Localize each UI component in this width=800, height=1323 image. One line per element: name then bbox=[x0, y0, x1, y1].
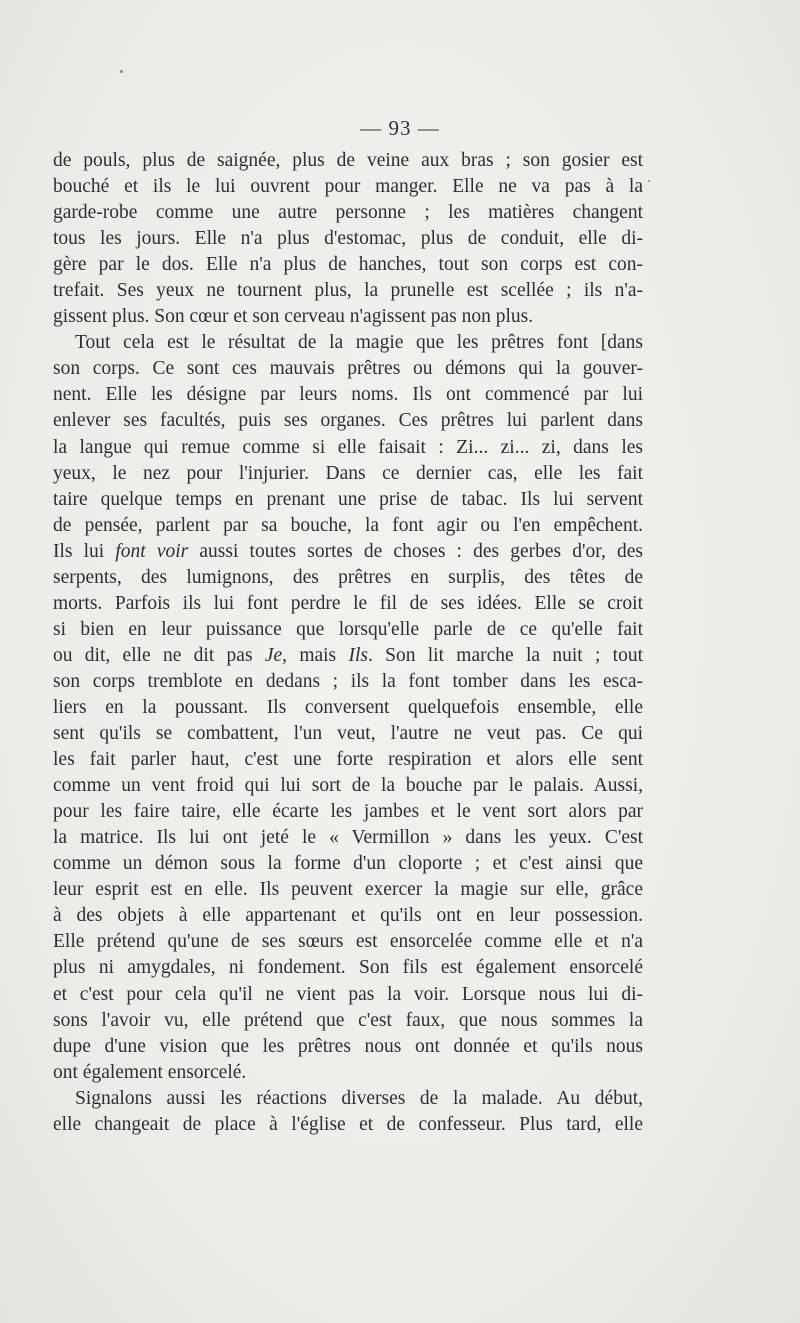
text-line: pour les faire taire, elle écarte les jambes et le vent sort alors par bbox=[53, 801, 643, 823]
text-line: les fait parler haut, c'est une forte respiration et alors elle sent bbox=[53, 749, 643, 771]
text-line: gère par le dos. Elle n'a plus de hanches, tout son corps est con- bbox=[53, 254, 643, 276]
text-line: garde-robe comme une autre personne ; les matières changent bbox=[53, 202, 643, 224]
italic-word-je: Je bbox=[264, 644, 283, 666]
text-line: et c'est pour cela qu'il ne vient pas la voir. Lorsque nous lui di- bbox=[53, 983, 643, 1005]
italic-word-ils: Ils bbox=[348, 644, 368, 666]
text-line: enlever ses facultés, puis ses organes. Ces prêtres lui parlent dans bbox=[53, 410, 643, 432]
text-line: morts. Parfois ils lui font perdre le fil de ses idées. Elle se croit bbox=[53, 592, 643, 614]
text-line: liers en la poussant. Ils conversent quelquefois ensemble, elle bbox=[53, 696, 643, 718]
text-line: leur esprit est en elle. Ils peuvent exercer la magie sur elle, grâce bbox=[53, 879, 643, 901]
text-line: de pouls, plus de saignée, plus de veine aux bras ; son gosier est bbox=[53, 150, 643, 171]
text-line: gissent plus. Son cœur et son cerveau n'agissent pas non plus. bbox=[53, 306, 534, 328]
text-line: de pensée, parlent par sa bouche, la font agir ou l'en empêchent. bbox=[53, 514, 643, 536]
text-line: elle changeait de place à l'église et de confesseur. Plus tard, elle bbox=[53, 1113, 643, 1135]
text-line: Elle prétend qu'une de ses sœurs est ensorcelée comme elle et n'a bbox=[53, 931, 643, 953]
text-line: la matrice. Ils lui ont jeté le « Vermillon » dans les yeux. C'est bbox=[53, 827, 643, 849]
text-fragment: , mais bbox=[282, 644, 349, 666]
text-line: si bien en leur puissance que lorsqu'elle parle de ce qu'elle fait bbox=[53, 618, 643, 640]
text-line: tous les jours. Elle n'a plus d'estomac, plus de conduit, elle di- bbox=[53, 228, 643, 250]
text-fragment: aussi toutes sortes de choses : des gerbes d'or, des bbox=[188, 540, 643, 562]
text-line: la langue qui remue comme si elle faisait : Zi... zi... zi, dans les bbox=[53, 436, 643, 458]
text-line: taire quelque temps en prenant une prise de tabac. Ils lui servent bbox=[53, 488, 643, 510]
text-line: à des objets à elle appartenant et qu'ils ont en leur possession. bbox=[53, 905, 643, 927]
text-fragment: ou dit, elle ne dit pas bbox=[53, 644, 265, 666]
text-line: serpents, des lumignons, des prêtres en surplis, des têtes de bbox=[53, 566, 643, 588]
text-line: sent qu'ils se combattent, l'un veut, l'autre ne veut pas. Ce qui bbox=[53, 723, 643, 745]
body-text bbox=[53, 148, 643, 1138]
text-line: son corps. Ce sont ces mauvais prêtres ou démons qui la gouver- bbox=[53, 358, 643, 380]
italic-phrase-font-voir: font voir bbox=[115, 540, 189, 562]
text-line: nent. Elle les désigne par leurs noms. Ils ont commencé par lui bbox=[53, 384, 643, 406]
text-fragment: Ils lui bbox=[53, 540, 116, 562]
text-line: Signalons aussi les réactions diverses de la malade. Au début, bbox=[75, 1087, 643, 1109]
text-line: son corps tremblote en dedans ; ils la font tomber dans les esca- bbox=[53, 670, 643, 692]
text-line: trefait. Ses yeux ne tournent plus, la prunelle est scellée ; ils n'a- bbox=[53, 280, 643, 302]
text-line bbox=[53, 643, 643, 669]
text-line: sons l'avoir vu, elle prétend que c'est faux, que nous sommes la bbox=[53, 1009, 643, 1031]
text-line: ont également ensorcelé. bbox=[53, 1061, 247, 1083]
text-line: plus ni amygdales, ni fondement. Son fils est également ensorcelé bbox=[53, 957, 643, 979]
text-line: bouché et ils le lui ouvrent pour manger. Elle ne va pas à la bbox=[53, 176, 643, 198]
text-line: Tout cela est le résultat de la magie que les prêtres font [dans bbox=[75, 332, 643, 354]
text-line: comme un démon sous la forme d'un cloporte ; et c'est ainsi que bbox=[53, 853, 643, 875]
text-line: dupe d'une vision que les prêtres nous ont donnée et qu'ils nous bbox=[53, 1035, 643, 1057]
text-fragment: . Son lit marche la nuit ; tout bbox=[367, 644, 643, 666]
text-line: comme un vent froid qui lui sort de la bouche par le palais. Aussi, bbox=[53, 775, 643, 797]
paper-speck bbox=[648, 180, 650, 182]
text-line: yeux, le nez pour l'injurier. Dans ce dernier cas, elle les fait bbox=[53, 462, 643, 484]
paper-speck bbox=[120, 70, 123, 73]
text-line bbox=[53, 539, 643, 565]
page-number: — 93 — bbox=[360, 116, 440, 140]
